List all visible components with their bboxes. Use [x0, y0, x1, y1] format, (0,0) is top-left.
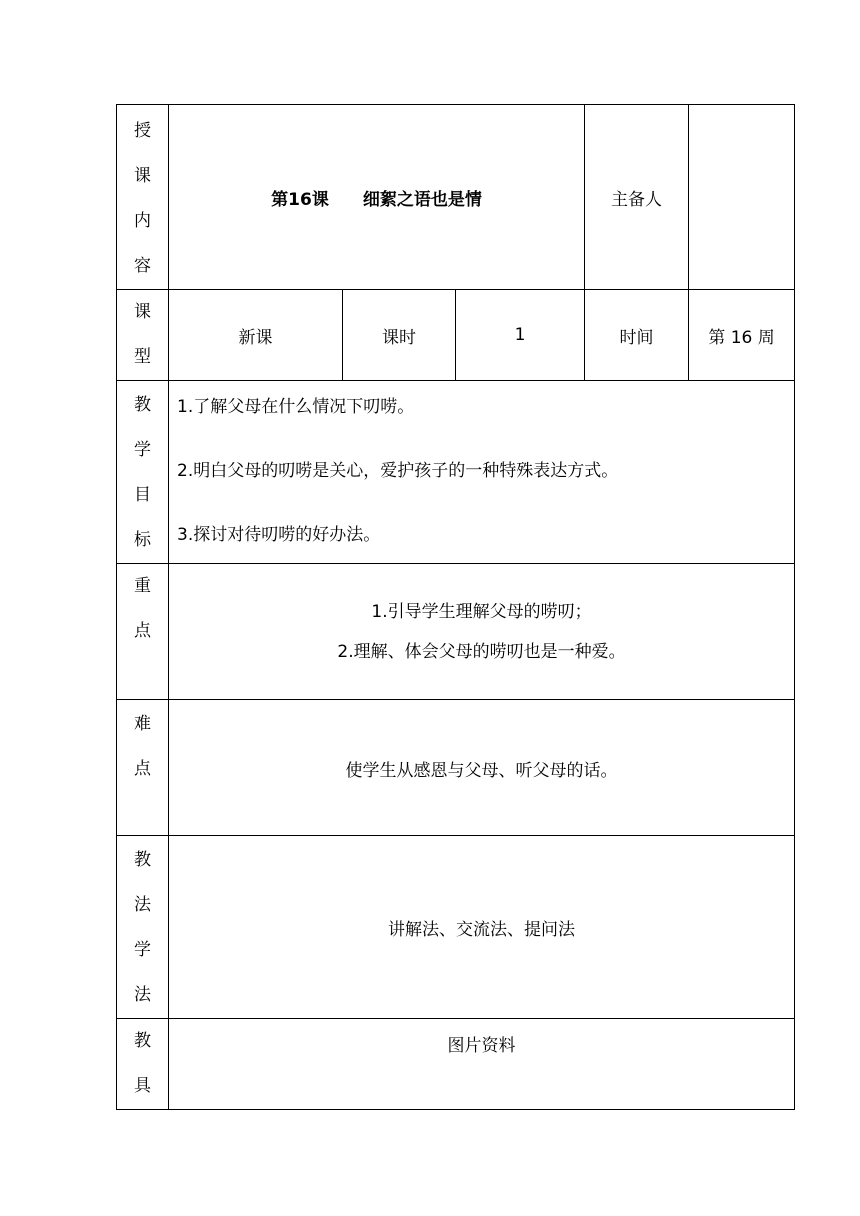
lesson-label-char: 容: [134, 256, 151, 276]
methods-label: [117, 836, 169, 1019]
methods-label-char: 法: [134, 985, 151, 1005]
difficulties-content: 使学生从感恩与父母、听父母的话。: [169, 700, 795, 836]
row-lesson: [117, 105, 795, 290]
objective-item: 3.探讨对待叨唠的好办法。: [177, 525, 381, 545]
objectives-label-char: 学: [134, 440, 151, 460]
objective-item: 1.了解父母在什么情况下叨唠。: [177, 397, 415, 417]
methods-content: 讲解法、交流法、提问法: [169, 836, 795, 1019]
materials-label: [117, 1019, 169, 1110]
row-difficulties: [117, 700, 795, 836]
row-materials: [117, 1019, 795, 1110]
objectives-label-char: 教: [134, 395, 151, 415]
time-label: 时间: [585, 290, 689, 381]
preparer-value: [689, 105, 795, 290]
key-points-label-char: 点: [134, 621, 151, 641]
key-point-item: 1.引导学生理解父母的唠叨；: [371, 601, 592, 622]
row-methods: [117, 836, 795, 1019]
lesson-title: 细絮之语也是情: [362, 189, 482, 210]
row-key-points: [117, 564, 795, 700]
difficulties-label-char: 难: [134, 714, 151, 734]
materials-label-char: 教: [134, 1031, 151, 1051]
period-value: 1: [456, 290, 585, 381]
type-value: 新课: [169, 290, 343, 381]
methods-label-char: 法: [134, 895, 151, 915]
difficulties-label: [117, 700, 169, 836]
preparer-label: 主备人: [585, 105, 689, 290]
lesson-label: [117, 105, 169, 290]
period-label: 课时: [343, 290, 456, 381]
materials-content: 图片资料: [169, 1019, 795, 1110]
type-label-char: 型: [134, 347, 151, 367]
methods-label-char: 教: [134, 850, 151, 870]
key-point-item: 2.理解、体会父母的唠叨也是一种爱。: [337, 641, 626, 662]
lesson-label-char: 授: [134, 121, 151, 141]
lesson-plan-table: [116, 104, 795, 1110]
methods-label-char: 学: [134, 940, 151, 960]
lesson-title-cell: [169, 105, 585, 290]
key-points-content: [169, 564, 795, 700]
type-label-char: 课: [134, 302, 151, 322]
difficulties-label-char: 点: [134, 759, 151, 779]
lesson-label-char: 内: [134, 211, 151, 231]
materials-label-char: 具: [134, 1076, 151, 1096]
time-value: 第 16 周: [689, 290, 795, 381]
lesson-number: 第16课: [271, 189, 329, 210]
row-type: [117, 290, 795, 381]
objectives-label-char: 标: [134, 530, 151, 550]
type-label: [117, 290, 169, 381]
row-objectives: [117, 381, 795, 564]
key-points-label: [117, 564, 169, 700]
objectives-label-char: 目: [134, 485, 151, 505]
objectives-label: [117, 381, 169, 564]
key-points-label-char: 重: [134, 576, 151, 596]
objectives-content: [169, 381, 795, 564]
lesson-label-char: 课: [134, 166, 151, 186]
objective-item: 2.明白父母的叨唠是关心，爱护孩子的一种特殊表达方式。: [177, 461, 619, 481]
